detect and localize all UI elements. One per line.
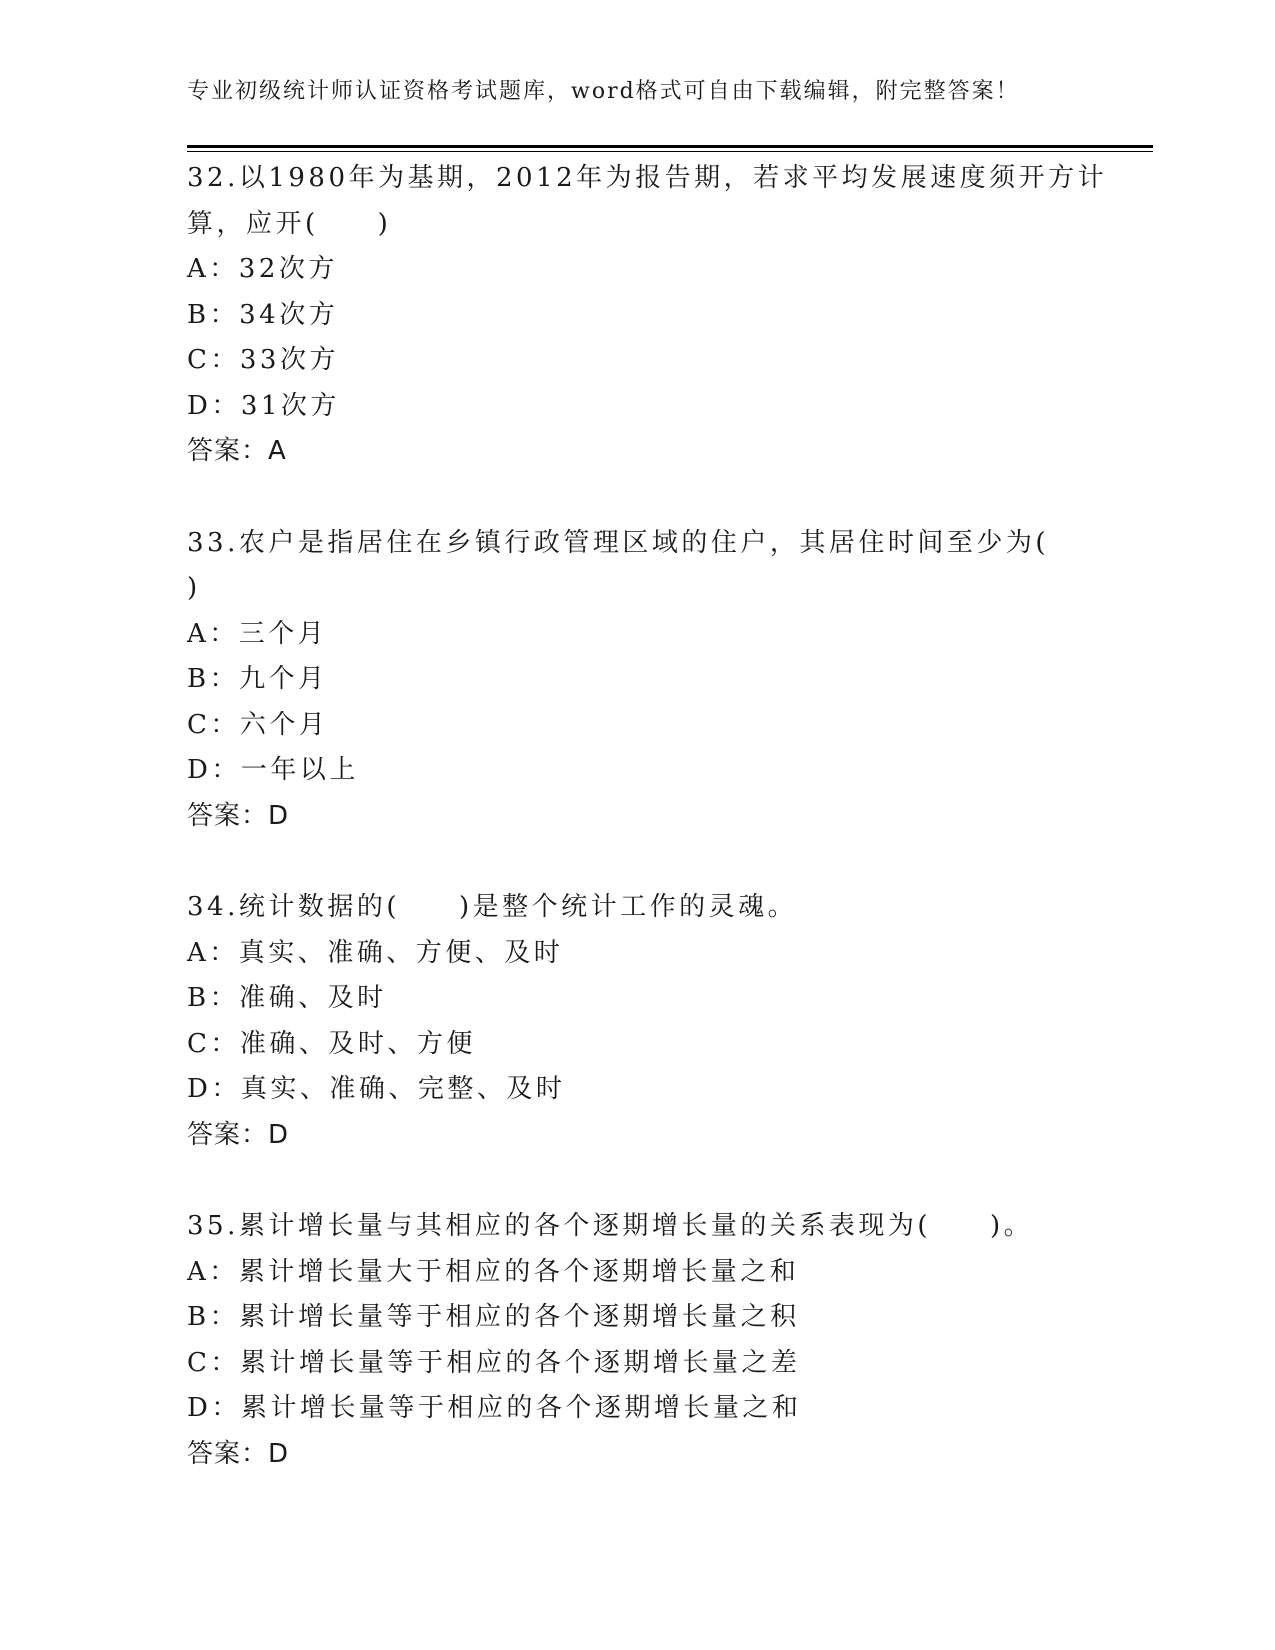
option-d: D：真实、准确、完整、及时: [187, 1074, 566, 1104]
question-33: [187, 521, 1087, 840]
header-rule-thick: [187, 145, 1153, 148]
option-b: B：九个月: [187, 664, 328, 694]
option-d: D：一年以上: [187, 755, 359, 785]
question-34: [187, 885, 1087, 1158]
question-stem: 33.农户是指居住在乡镇行政管理区域的住户，其居住时间至少为(: [187, 527, 1049, 558]
question-32: [187, 156, 1108, 475]
question-35: [187, 1204, 1087, 1477]
answer-line: 答案：A: [187, 436, 287, 466]
answer-line: 答案：D: [187, 1438, 290, 1469]
option-a: A：真实、准确、方便、及时: [187, 937, 564, 968]
option-a: A：三个月: [187, 618, 328, 649]
option-c: C：六个月: [187, 709, 329, 740]
answer-line: 答案：D: [187, 800, 290, 831]
option-a: A：累计增长量大于相应的各个逐期增长量之和: [187, 1256, 800, 1287]
header-rule-thin: [187, 151, 1153, 152]
option-c: C：累计增长量等于相应的各个逐期增长量之差: [187, 1347, 801, 1378]
option-c: C：准确、及时、方便: [187, 1028, 476, 1059]
option-b: B：准确、及时: [187, 983, 387, 1013]
question-stem: 34.统计数据的( )是整个统计工作的灵魂。: [187, 892, 798, 922]
option-c: C：33次方: [187, 345, 339, 375]
option-a: A：32次方: [187, 254, 338, 284]
question-list: [187, 156, 1108, 1523]
question-stem: 算，应开( ): [187, 208, 392, 239]
option-b: B：34次方: [187, 299, 339, 330]
page-header: 专业初级统计师认证资格考试题库，word格式可自由下载编辑，附完整答案！: [187, 79, 1020, 104]
question-stem: 35.累计增长量与其相应的各个逐期增长量的关系表现为( )。: [187, 1211, 1034, 1241]
question-stem: 32.以1980年为基期，2012年为报告期，若求平均发展速度须开方计: [187, 163, 1108, 193]
answer-line: 答案：D: [187, 1119, 290, 1150]
question-stem: ): [187, 573, 201, 603]
option-b: B：累计增长量等于相应的各个逐期增长量之积: [187, 1302, 800, 1332]
option-d: D：31次方: [187, 390, 340, 421]
option-d: D：累计增长量等于相应的各个逐期增长量之和: [187, 1393, 802, 1423]
